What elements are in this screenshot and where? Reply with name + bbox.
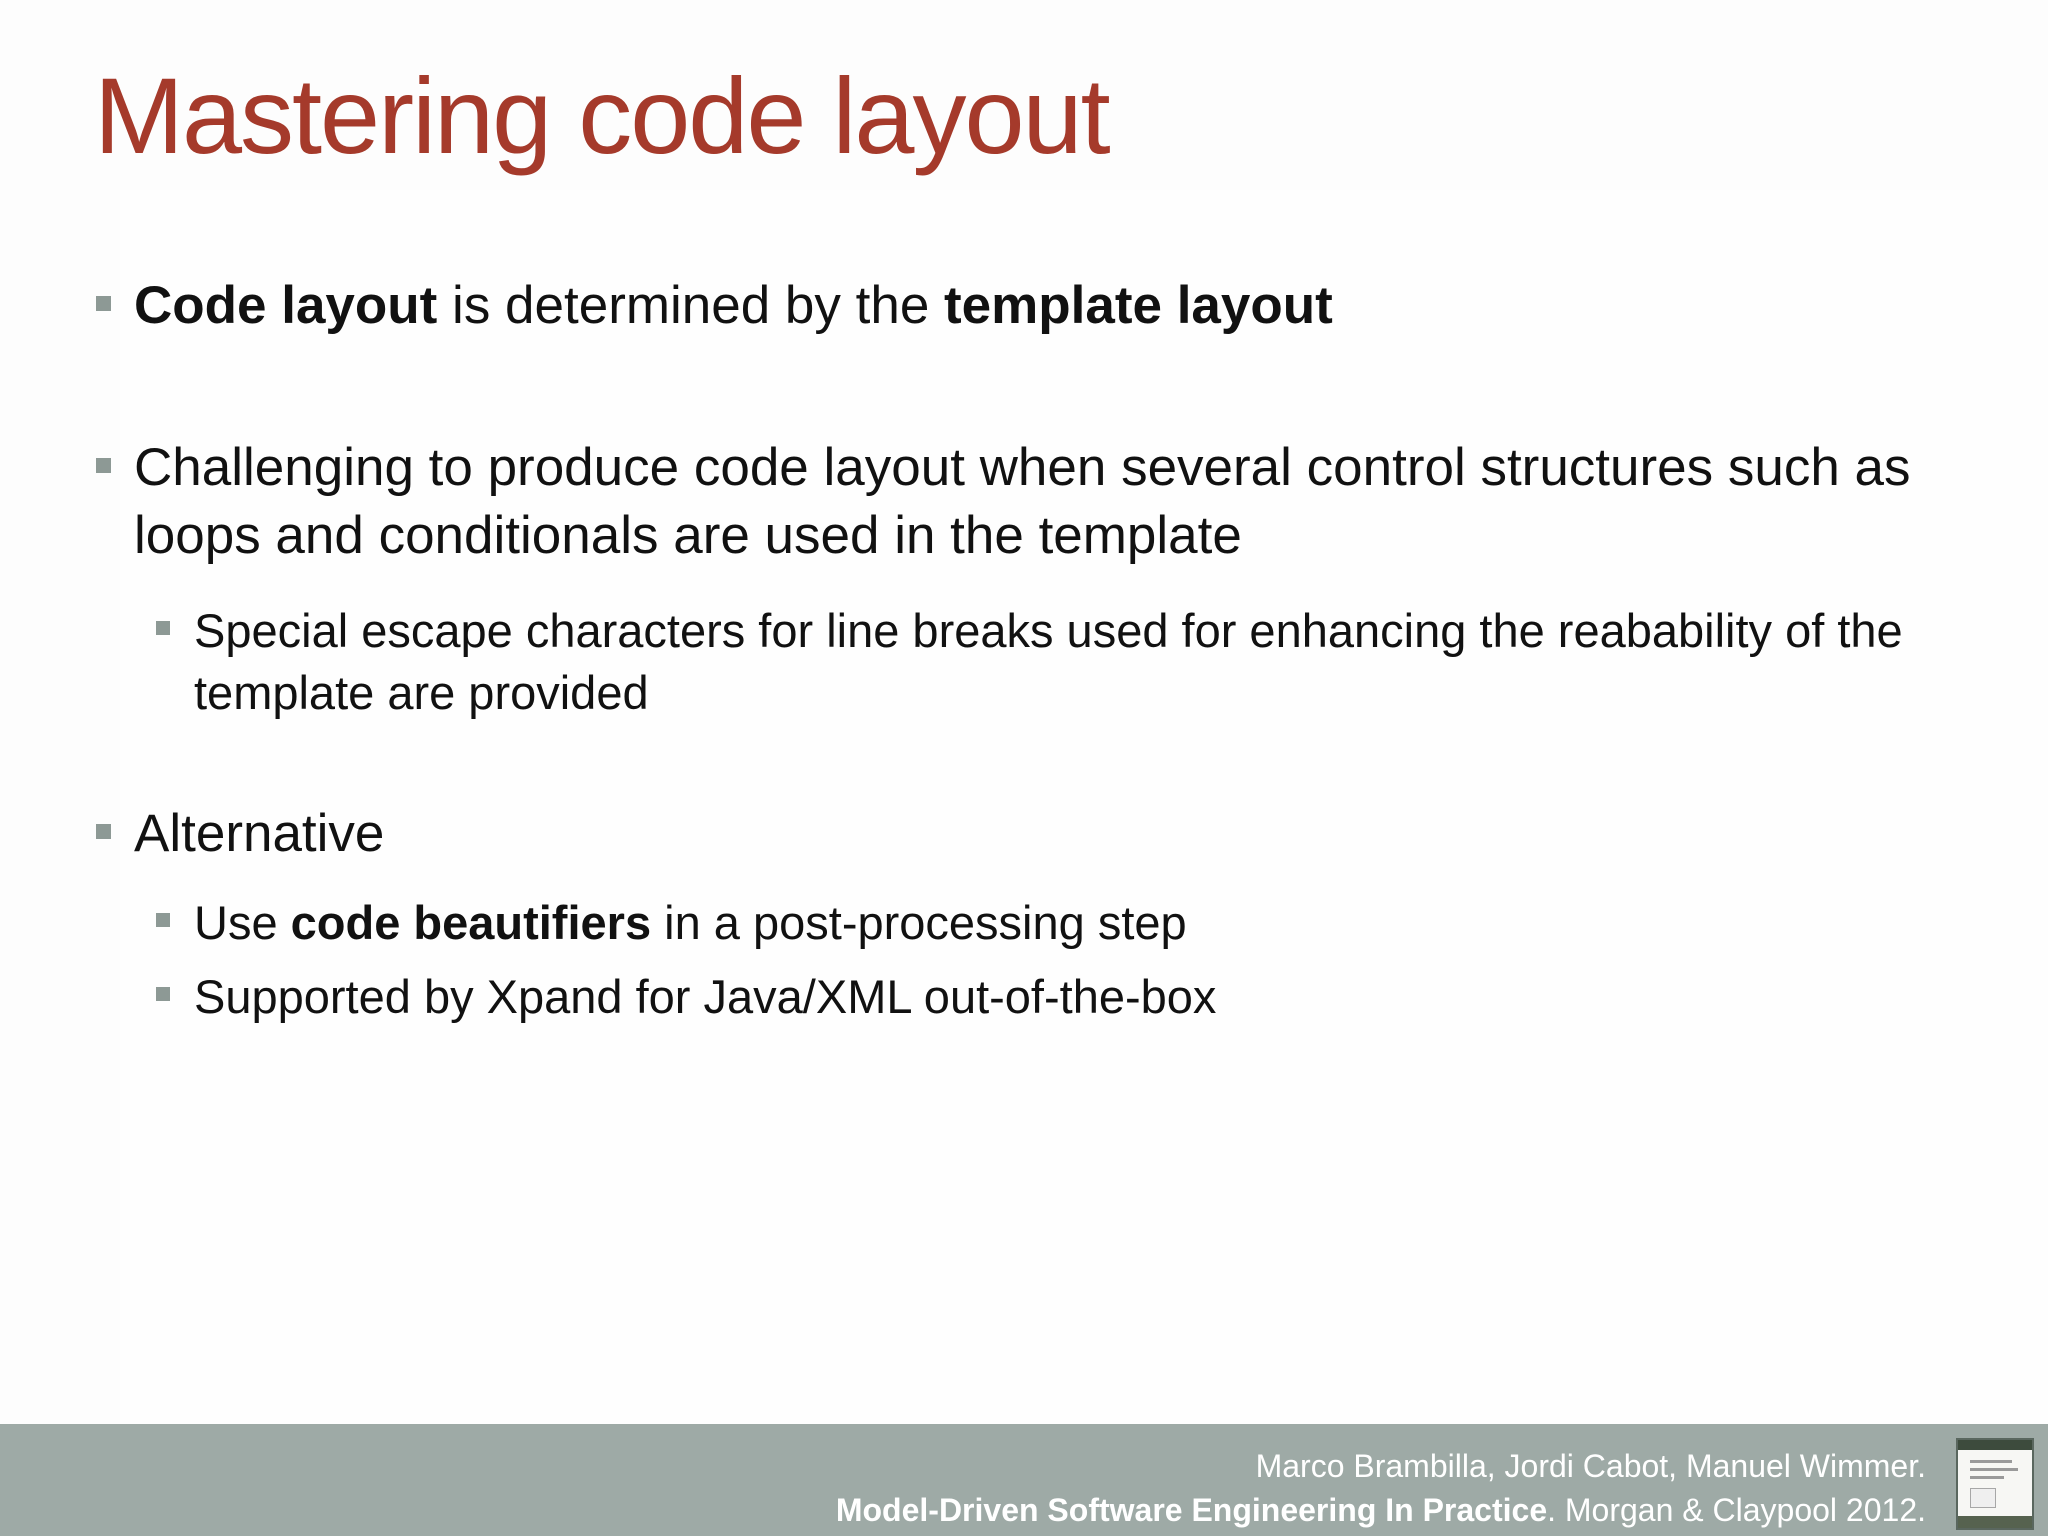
bullet-text: Challenging to produce code layout when several control structures such as loops and conditionals are used in the template: [134, 438, 1911, 565]
publisher: . Morgan & Claypool 2012.: [1547, 1492, 1926, 1528]
book-title: Model-Driven Software Engineering In Practice: [835, 1492, 1548, 1528]
bullet-text: Alternative: [134, 804, 385, 863]
cover-figure: [1970, 1488, 1996, 1508]
cover-text-line: [1970, 1468, 2018, 1471]
square-bullet-icon: [96, 296, 111, 311]
square-bullet-icon: [156, 987, 170, 1001]
book-cover-thumbnail: [1956, 1438, 2034, 1530]
cover-text-line: [1970, 1460, 2012, 1463]
subbullet-text: Special escape characters for line breaks used for enhancing the reabability of the template are provided: [194, 604, 1903, 719]
slide-title: Mastering code layout: [94, 55, 1109, 176]
footer: [0, 1424, 2048, 1536]
book-reference: [836, 1488, 1926, 1532]
subbullet-text: Supported by Xpand for Java/XML out-of-the-box: [194, 970, 1217, 1023]
bullet-text: [134, 272, 1934, 340]
plain-text: in a post-processing step: [651, 896, 1187, 949]
bold-text: Code layout: [134, 276, 438, 335]
square-bullet-icon: [156, 621, 170, 635]
cover-text-line: [1970, 1476, 2004, 1479]
bold-text: code beautifiers: [290, 896, 652, 949]
bold-text: template layout: [944, 276, 1333, 335]
square-bullet-icon: [156, 913, 170, 927]
citation: [836, 1444, 1926, 1532]
square-bullet-icon: [96, 824, 111, 839]
plain-text: Use: [194, 896, 291, 949]
square-bullet-icon: [96, 458, 111, 473]
cover-footer: [1958, 1516, 2032, 1528]
cover-header: [1958, 1440, 2032, 1450]
plain-text: is determined by the: [437, 276, 945, 335]
authors: Marco Brambilla, Jordi Cabot, Manuel Wimmer.: [1255, 1448, 1926, 1484]
subbullet-text: [194, 892, 1934, 954]
